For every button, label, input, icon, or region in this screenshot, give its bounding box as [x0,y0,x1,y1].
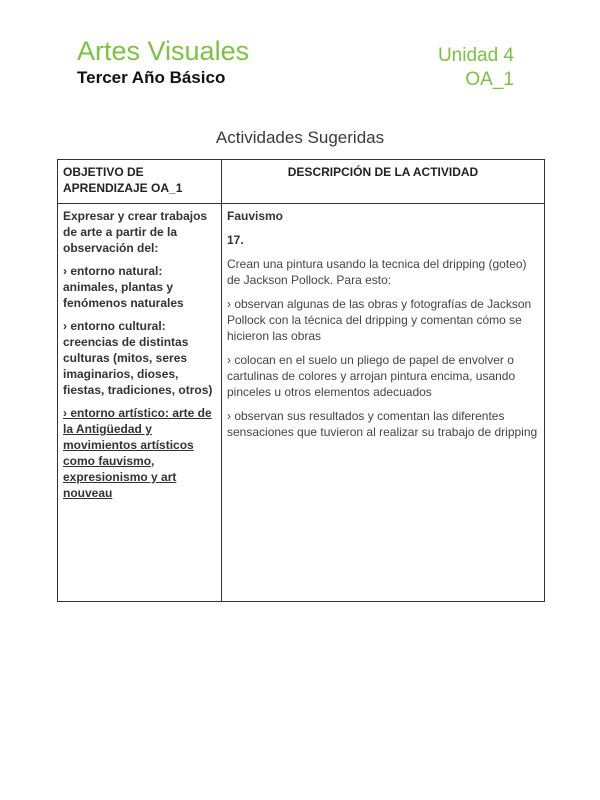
activity-step-2: › colocan en el suelo un pliego de papel de envolver o cartulinas de colores y arrojan pintura encima, usando pinceles u otros elementos adecuados [227,353,516,399]
oa-label: OA_1 [465,69,514,90]
table-row [58,204,545,602]
description-cell [222,204,545,602]
objective-item-natural: › entorno natural: animales, plantas y fenómenos naturales [63,264,184,310]
activity-intro: Crean una pintura usando la tecnica del dripping (goteo) de Jackson Pollock. Para esto: [227,257,527,287]
activity-number: 17. [227,233,244,247]
activity-topic: Fauvismo [227,209,284,223]
objective-item-artistic-text: › entorno artístico: arte de la Antigüedad y movimientos artísticos como fauvismo, expresionismo y art nouveau [63,406,212,500]
description-header: DESCRIPCIÓN DE LA ACTIVIDAD [222,160,545,204]
activity-step-3: › observan sus resultados y comentan las diferentes sensaciones que tuvieron al realizar su trabajo de dripping [227,409,538,439]
grade-subtitle: Tercer Año Básico [77,68,226,87]
objective-header: OBJETIVO DE APRENDIZAJE OA_1 [58,160,222,204]
unit-label: Unidad 4 [437,45,514,66]
objective-item-cultural: › entorno cultural: creencias de distintas culturas (mitos, seres imaginarios, dioses, fiestas, tradiciones, otros) [63,319,213,397]
activity-step-1: › observan algunas de las obras y fotografías de Jackson Pollock con la técnica del dripping y comentan cómo se hicieron las obras [227,297,532,343]
subject-title: Artes Visuales [77,36,250,66]
objective-cell [58,204,222,602]
table-header-row [58,160,545,204]
activity-table [57,159,545,602]
section-title: Actividades Sugeridas [215,128,385,147]
page-header-right [438,44,514,92]
objective-item-artistic [63,405,216,501]
objective-intro: Expresar y crear trabajos de arte a partir de la observación del: [63,209,208,255]
page-header-left [77,36,249,89]
